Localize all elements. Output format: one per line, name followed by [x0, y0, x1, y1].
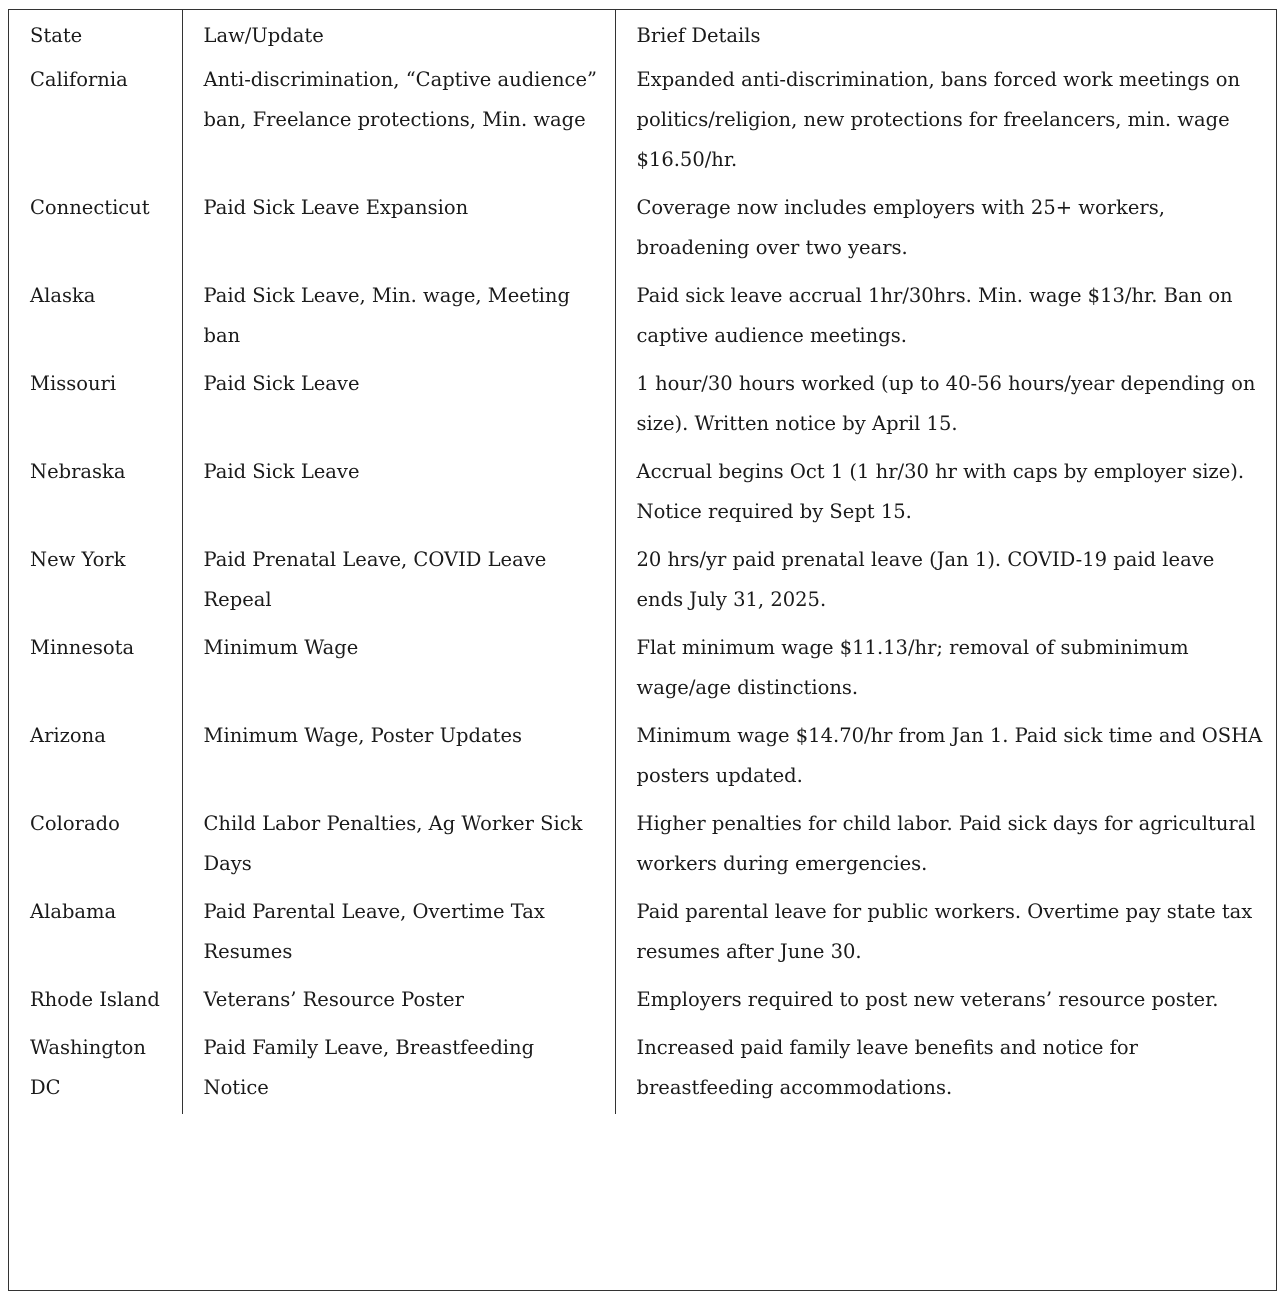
cell-details: Accrual begins Oct 1 (1 hr/30 hr with caps by employer size). Notice required by Sept 15.	[636, 460, 1245, 523]
cell-details: Coverage now includes employers with 25+ workers, broadening over two years.	[636, 196, 1165, 259]
cell-law: Paid Sick Leave, Min. wage, Meeting ban	[182, 274, 615, 362]
cell-details: Higher penalties for child labor. Paid sick days for agricultural workers during emergencies.	[636, 812, 1256, 875]
cell-state: Washington DC	[30, 1036, 146, 1099]
cell-state: Colorado	[30, 812, 120, 835]
cell-state: New York	[30, 548, 126, 571]
header-details: Brief Details	[636, 24, 761, 47]
cell-law: Paid Parental Leave, Overtime Tax Resumes	[182, 890, 615, 978]
table-body	[9, 58, 1276, 1114]
cell-state: Rhode Island	[30, 988, 160, 1011]
table-header	[9, 10, 1276, 58]
cell-law: Anti-discrimination, “Captive audience” ban, Freelance protections, Min. wage	[182, 58, 615, 186]
cell-state: Alaska	[30, 284, 96, 307]
cell-details: Paid parental leave for public workers. Overtime pay state tax resumes after June 30.	[636, 900, 1253, 963]
header-state: State	[30, 24, 83, 47]
cell-law: Paid Sick Leave	[182, 450, 615, 538]
cell-law: Veterans’ Resource Poster	[182, 978, 615, 1026]
table-row	[9, 450, 1276, 538]
cell-state: Minnesota	[30, 636, 135, 659]
cell-details: Flat minimum wage $11.13/hr; removal of subminimum wage/age distinctions.	[636, 636, 1189, 699]
cell-state: California	[30, 68, 128, 91]
cell-details: Employers required to post new veterans’ resource poster.	[636, 988, 1219, 1011]
cell-state: Nebraska	[30, 460, 126, 483]
table-row	[9, 186, 1276, 274]
cell-law: Child Labor Penalties, Ag Worker Sick Days	[182, 802, 615, 890]
table-row	[9, 538, 1276, 626]
cell-law: Paid Prenatal Leave, COVID Leave Repeal	[182, 538, 615, 626]
cell-state: Connecticut	[30, 196, 150, 219]
header-row	[9, 10, 1276, 58]
cell-details: 20 hrs/yr paid prenatal leave (Jan 1). COVID-19 paid leave ends July 31, 2025.	[636, 548, 1215, 611]
cell-law: Minimum Wage, Poster Updates	[182, 714, 615, 802]
cell-law: Paid Family Leave, Breastfeeding Notice	[182, 1026, 615, 1114]
table-row	[9, 58, 1276, 186]
table-row	[9, 626, 1276, 714]
cell-details: Paid sick leave accrual 1hr/30hrs. Min. wage $13/hr. Ban on captive audience meetings.	[636, 284, 1233, 347]
cell-state: Missouri	[30, 372, 117, 395]
table-row	[9, 978, 1276, 1026]
cell-details: Increased paid family leave benefits and notice for breastfeeding accommodations.	[636, 1036, 1138, 1099]
table-row	[9, 362, 1276, 450]
cell-state: Arizona	[30, 724, 106, 747]
table-row	[9, 714, 1276, 802]
cell-law: Minimum Wage	[182, 626, 615, 714]
cell-details: Minimum wage $14.70/hr from Jan 1. Paid sick time and OSHA posters updated.	[636, 724, 1263, 787]
cell-details: Expanded anti-discrimination, bans forced work meetings on politics/religion, new protections for freelancers, min. wage $16.50/hr.	[636, 68, 1241, 171]
table-row	[9, 890, 1276, 978]
state-laws-table	[8, 9, 1277, 1291]
table-row	[9, 274, 1276, 362]
cell-law: Paid Sick Leave	[182, 362, 615, 450]
table-row	[9, 1026, 1276, 1114]
table	[9, 10, 1276, 1114]
cell-details: 1 hour/30 hours worked (up to 40-56 hours/year depending on size). Written notice by April 15.	[636, 372, 1256, 435]
cell-law: Paid Sick Leave Expansion	[182, 186, 615, 274]
cell-state: Alabama	[30, 900, 117, 923]
table-row	[9, 802, 1276, 890]
header-law: Law/Update	[182, 10, 615, 58]
